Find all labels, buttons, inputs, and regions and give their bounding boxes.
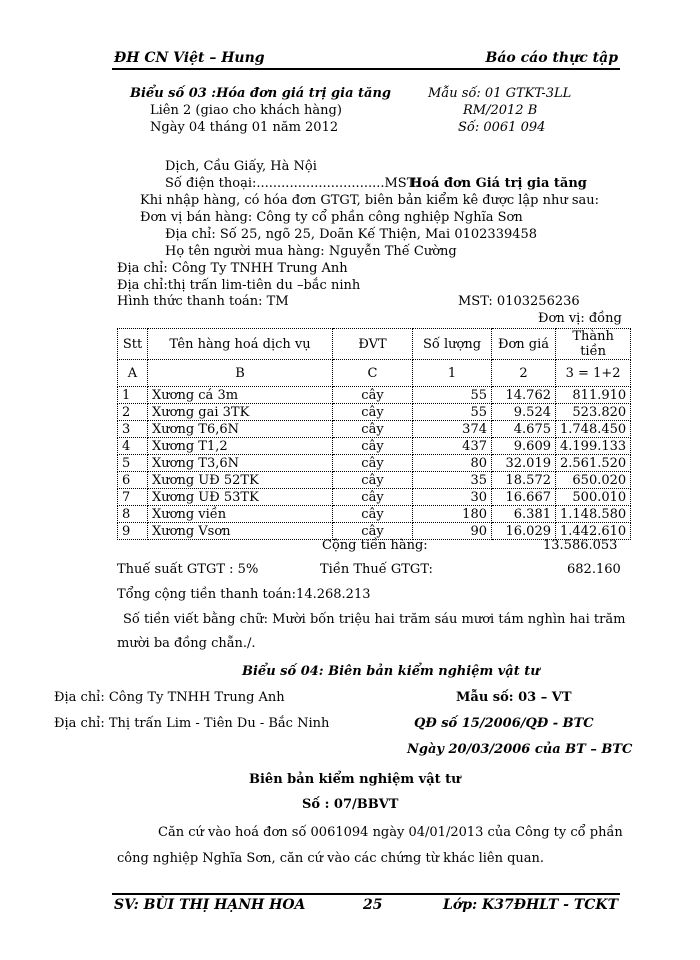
footer-page-number: 25	[363, 897, 383, 913]
table-row	[118, 523, 631, 540]
inspection-title: Biên bản kiểm nghiệm vật tư	[249, 772, 461, 787]
col-code: 3 = 1+2	[556, 360, 631, 387]
buyer-name: Họ tên người mua hàng: Nguyễn Thế Cường	[165, 244, 457, 259]
table-cell: 9.524	[492, 404, 556, 421]
buyer-address-1: Địa chỉ: Công Ty TNHH Trung Anh	[117, 261, 348, 276]
table-cell: Xương viền	[148, 506, 333, 523]
inspection-paragraph-2: công nghiệp Nghĩa Sơn, căn cứ vào các chứng từ khác liên quan.	[117, 851, 545, 866]
table-header-row	[118, 329, 631, 360]
table-cell: 4.675	[492, 421, 556, 438]
vat-amount-value: 682.160	[567, 562, 621, 577]
vat-amount-label: Tiền Thuế GTGT:	[320, 562, 433, 577]
currency-unit: Đơn vị: đồng	[538, 311, 622, 326]
seller-name: Đơn vị bán hàng: Công ty cổ phần công nghiệp Nghĩa Sơn	[140, 210, 523, 225]
table-cell: 16.667	[492, 489, 556, 506]
table-cell: cây	[333, 438, 413, 455]
table-cell: cây	[333, 472, 413, 489]
table-cell: 7	[118, 489, 148, 506]
table-cell: 90	[413, 523, 492, 540]
table-cell: Xương cá 3m	[148, 387, 333, 404]
inspection-decision: QĐ số 15/2006/QĐ - BTC	[414, 716, 594, 731]
table-cell: 374	[413, 421, 492, 438]
table-cell: 650.020	[556, 472, 631, 489]
table-cell: Xương T6,6N	[148, 421, 333, 438]
table-cell: 30	[413, 489, 492, 506]
table-cell: Xương UĐ 52TK	[148, 472, 333, 489]
table-cell: 5	[118, 455, 148, 472]
table-code-row	[118, 360, 631, 387]
table-cell: 9.609	[492, 438, 556, 455]
invoice-copy: Liên 2 (giao cho khách hàng)	[150, 103, 342, 118]
table-cell: 32.019	[492, 455, 556, 472]
invoice-date: Ngày 04 tháng 01 năm 2012	[150, 120, 339, 135]
table-row	[118, 404, 631, 421]
col-code: 1	[413, 360, 492, 387]
inspection-decision-date: Ngày 20/03/2006 của BT – BTC	[407, 742, 633, 757]
table-cell: 500.010	[556, 489, 631, 506]
col-code: A	[118, 360, 148, 387]
buyer-address-2: Địa chỉ:thị trấn lim-tiên du –bắc ninh	[117, 278, 361, 293]
table-cell: 8	[118, 506, 148, 523]
intro-invoice-heading: Hoá đơn Giá trị gia tăng	[410, 176, 587, 191]
col-header: Tên hàng hoá dịch vụ	[148, 329, 333, 360]
col-header: Stt	[118, 329, 148, 360]
table-cell: 18.572	[492, 472, 556, 489]
table-cell: 437	[413, 438, 492, 455]
table-cell: 180	[413, 506, 492, 523]
table-cell: 14.762	[492, 387, 556, 404]
payment-method: Hình thức thanh toán: TM	[117, 294, 289, 309]
header-right: Báo cáo thực tập	[485, 50, 618, 66]
table-cell: 811.910	[556, 387, 631, 404]
col-header: Số lượng	[413, 329, 492, 360]
table-row	[118, 387, 631, 404]
goods-total-label: Cộng tiền hàng:	[322, 538, 428, 553]
footer-student: SV: BÙI THỊ HẠNH HOA	[114, 897, 306, 913]
table-cell: 3	[118, 421, 148, 438]
invoice-table	[117, 328, 631, 540]
goods-total-value: 13.586.053	[543, 538, 618, 553]
table-cell: 80	[413, 455, 492, 472]
invoice-title: Biểu số 03 :Hóa đơn giá trị gia tăng	[130, 86, 391, 101]
amount-in-words-1: Số tiền viết bằng chữ: Mười bốn triệu hai trăm sáu mươi tám nghìn hai trăm	[123, 612, 626, 627]
inspection-number: Số : 07/BBVT	[302, 797, 399, 812]
table-cell: cây	[333, 455, 413, 472]
table-cell: cây	[333, 421, 413, 438]
table-cell: 9	[118, 523, 148, 540]
table-cell: 4.199.133	[556, 438, 631, 455]
table-cell: Xương Vsơn	[148, 523, 333, 540]
col-header: Thành tiền	[556, 329, 631, 360]
inspection-form: Mẫu số: 03 – VT	[456, 690, 572, 705]
header-left: ĐH CN Việt – Hung	[114, 50, 265, 66]
table-cell: cây	[333, 523, 413, 540]
table-cell: cây	[333, 387, 413, 404]
col-code: B	[148, 360, 333, 387]
table-cell: Xương UĐ 53TK	[148, 489, 333, 506]
table-row	[118, 421, 631, 438]
table-cell: 6.381	[492, 506, 556, 523]
table-cell: 35	[413, 472, 492, 489]
invoice-number: Số: 0061 094	[458, 120, 546, 135]
grand-total: Tổng cộng tiền thanh toán:14.268.213	[117, 587, 371, 602]
invoice-form-code: Mẫu số: 01 GTKT-3LL	[428, 86, 572, 101]
table-cell: 1.442.610	[556, 523, 631, 540]
header-rule	[112, 68, 620, 70]
table-cell: 1.148.580	[556, 506, 631, 523]
footer-class: Lớp: K37ĐHLT - TCKT	[443, 897, 618, 913]
table-cell: Xương gai 3TK	[148, 404, 333, 421]
inspection-paragraph-1: Căn cứ vào hoá đơn số 0061094 ngày 04/01/2013 của Công ty cổ phần	[158, 825, 623, 840]
inspection-address-1: Địa chỉ: Công Ty TNHH Trung Anh	[54, 690, 285, 705]
table-cell: 4	[118, 438, 148, 455]
table-cell: Xương T1,2	[148, 438, 333, 455]
table-cell: 55	[413, 387, 492, 404]
table-row	[118, 506, 631, 523]
table-cell: 1.748.450	[556, 421, 631, 438]
table-cell: Xương T3,6N	[148, 455, 333, 472]
col-header: Đơn giá	[492, 329, 556, 360]
table-row	[118, 472, 631, 489]
table-cell: 55	[413, 404, 492, 421]
col-header: ĐVT	[333, 329, 413, 360]
table-cell: 16.029	[492, 523, 556, 540]
invoice-series: RM/2012 B	[463, 103, 538, 118]
footer-rule	[112, 893, 620, 895]
table-row	[118, 455, 631, 472]
table-row	[118, 489, 631, 506]
table-cell: cây	[333, 489, 413, 506]
buyer-tax-code: MST: 0103256236	[458, 294, 580, 309]
col-code: C	[333, 360, 413, 387]
vat-rate: Thuế suất GTGT : 5%	[117, 562, 259, 577]
amount-in-words-2: mười ba đồng chẵn./.	[117, 636, 256, 651]
table-cell: 523.820	[556, 404, 631, 421]
table-cell: 1	[118, 387, 148, 404]
table-row	[118, 438, 631, 455]
intro-location: Dịch, Cầu Giấy, Hà Nội	[165, 159, 317, 174]
intro-phone: Số điện thoại:...............................MST:	[165, 176, 420, 191]
table-cell: cây	[333, 404, 413, 421]
table-cell: cây	[333, 506, 413, 523]
inspection-section-title: Biểu số 04: Biên bản kiểm nghiệm vật tư	[242, 664, 540, 679]
intro-statement: Khi nhập hàng, có hóa đơn GTGT, biên bản kiểm kê được lập như sau:	[140, 193, 600, 208]
table-cell: 6	[118, 472, 148, 489]
inspection-address-2: Địa chỉ: Thị trấn Lim - Tiên Du - Bắc Ninh	[54, 716, 330, 731]
col-code: 2	[492, 360, 556, 387]
table-cell: 2.561.520	[556, 455, 631, 472]
table-cell: 2	[118, 404, 148, 421]
seller-address: Địa chỉ: Số 25, ngõ 25, Doãn Kế Thiện, Mai 0102339458	[165, 227, 538, 242]
